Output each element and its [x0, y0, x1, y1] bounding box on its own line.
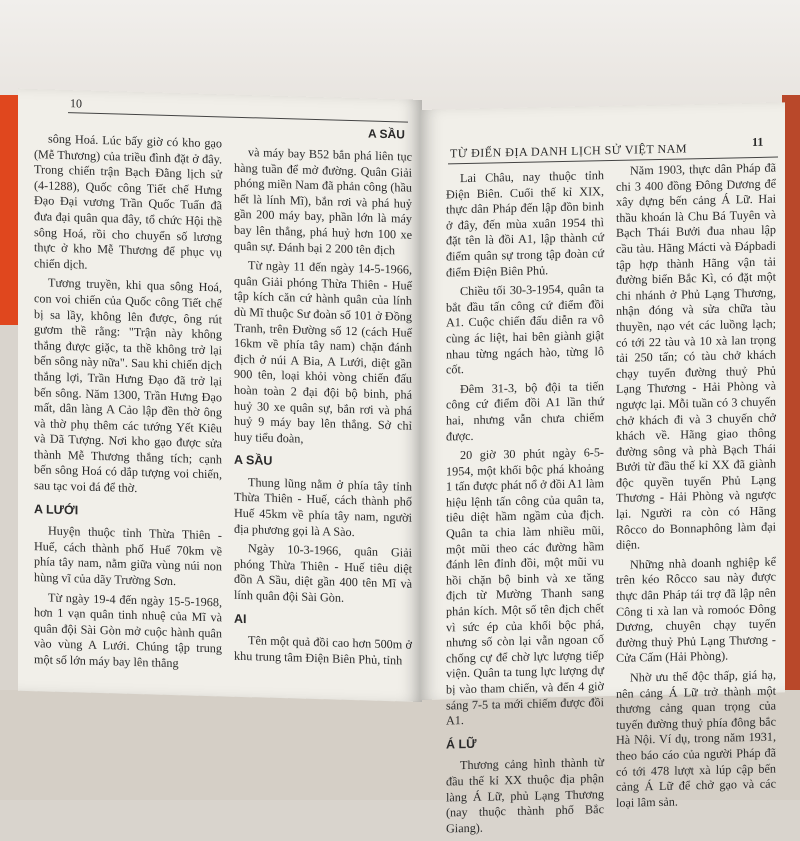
- left-column-2: [234, 145, 412, 673]
- right-column-2: [616, 161, 776, 816]
- paragraph: Những nhà doanh nghiệp kể trên kéo Rôcco sau này được thực dân Pháp tái trợ đã lập nên Công ti xà lan và romoóc Đông Dương, chuyên chạy tuyến đường thuỷ Phủ Lạng Thương - Cửa Cấm (Hải Phòng).: [616, 554, 776, 666]
- paragraph: Đêm 31-3, bộ đội ta tiến công cứ điểm đồi A1 lần thứ hai, nhưng vẫn chưa chiếm được.: [446, 378, 604, 443]
- paragraph: Từ ngày 11 đến ngày 14-5-1966, quân Giải phóng Thừa Thiên - Huế tập kích căn cứ hành quân của lính dù Mĩ thuộc Sư đoàn số 101 ở Đồng Tranh, trên Đường số 12 (cách Huế 16km về phía tây nam) chặn đánh địch ở núi A Bia, A Lưới, diệt gần 900 tên, loại khỏi vòng chiến đấu hoàn toàn 2 đại đội bộ binh, phá huỷ 30 xe quân sự, bắn rơi và phá huỷ 9 máy bay lên thẳng. Sở chỉ huy tiểu đoàn,: [234, 258, 412, 446]
- paragraph: Lai Châu, nay thuộc tỉnh Điện Biên. Cuối thế kỉ XIX, thực dân Pháp đến lập đồn binh ở đây, đến mùa xuân 1954 thì đặt tên là đồi A1, lập thành cứ điểm quân sự trong tập đoàn cứ điểm Điện Biên Phủ.: [446, 168, 604, 280]
- paragraph: Nhờ ưu thế độc thấp, giá hạ, nên cảng Á Lữ trở thành một thương cảng quan trọng của tuyến đường thuỷ phía đông bắc Hà Nội. Ví dụ, trong năm 1931, theo báo cáo của người Pháp đã có tới 478 lượt xà lúp cập bến cảng Á Lữ để chở gạo và các loại lâm sản.: [616, 667, 776, 810]
- paragraph: Thương cảng hình thành từ đầu thế kỉ XX thuộc địa phận làng Á Lữ, phủ Lạng Thương (nay thuộc thành phố Bắc Giang).: [446, 755, 604, 836]
- left-column-1: [34, 131, 222, 677]
- paragraph: Năm 1903, thực dân Pháp đã chi 3 400 đồng Đông Dương để xây dựng bến cảng Á Lữ. Hai thầu khoán là Chu Bá Tuyên và Bạch Thái Bưởi đua nhau lập cầu tàu. Hãng Mácti và Đápbadi tập hợp thành Hãng vận tải đường biển Bắc Kì, có đặt một chi nhánh ở Phủ Lạng Thương, nhận đóng và sửa chữa tàu thuyền, nạo vét các luồng lạch; có tới 22 tàu và 10 xà lan trọng tải 250 tấn; có tàu chở khách chạy tuyến đường thuỷ Phủ Lạng Thương - Hải Phòng và ngược lại. Mỗi tuần có 3 chuyến chở khách đi và 3 chuyến chở khách về. Hãng giao thông đường sông và phà Bạch Thái Bưởi từ đầu thế kỉ XX đã giành độc quyền tuyến Phủ Lạng Thương - Hải Phòng và ngược lại. Người ra còn có Hãng Rôcco do Bonnaphông làm đại diện.: [616, 160, 776, 553]
- paragraph: Tương truyền, khi qua sông Hoá, con voi chiến của Quốc công Tiết chế bị sa lầy, không lên được, ông rút gươm thề rằng: "Trận này không thắng được giặc, ta thề không trở lại bến sông này nữa". Sau khi chiến dịch thắng lợi, Trần Hưng Đạo đã trở lại bến sông. Năm 1300, Trần Hưng Đạo mất, dân làng A Cảo lập đền thờ ông và thờ phụ thêm các tướng Yết Kiêu và Dã Tượng. Nơi kho gạo được sửa thành Mễ Thương thắng tích; cạnh bến sông Hoá có dắp tượng voi chiến, sau tạc voi đá để thờ.: [34, 275, 222, 496]
- paragraph: Tên một quả đồi cao hơn 500m ở khu trung tâm Điện Biên Phủ, tỉnh: [234, 633, 412, 668]
- paragraph: sông Hoá. Lúc bấy giờ có kho gạo (Mễ Thương) của triều đình đặt ở đây. Trong chiến trận Bạch Đằng lịch sử (4-1288), Quốc công Tiết chế Hưng Đạo Đại vương Trần Quốc Tuấn đã đưa đại quân qua đây, tổ chức Hội thề sông Hoá, rồi cho chuyển số lương thực ở kho Mễ Thương để phục vụ chiến dịch.: [34, 131, 222, 272]
- paragraph: Huyện thuộc tỉnh Thừa Thiên - Huế, cách thành phố Huế 70km về phía tây nam, nằm giữa vùng núi non hùng vĩ của dãy Trường Sơn.: [34, 523, 222, 589]
- entry-heading: AI: [234, 611, 247, 626]
- entry-heading: A LƯỚI: [34, 501, 79, 518]
- paragraph: Từ ngày 19-4 đến ngày 15-5-1968, hơn 1 vạn quân tinh nhuệ của Mĩ và quân đội Sài Gòn mở cuộc hành quân vào vùng A Lưới. Chúng tập trung một số lớn máy bay lên thẳng: [34, 590, 222, 671]
- entry-heading: A SẦU: [234, 453, 273, 469]
- entry-heading: Á LỮ: [446, 736, 477, 752]
- running-head-right: TỪ ĐIỂN ĐỊA DANH LỊCH SỬ VIỆT NAM: [450, 141, 687, 161]
- paragraph: và máy bay B52 bắn phá liên tục hàng tuần để mở đường. Quân Giải phóng miền Nam đã phản công (hầu hết là lính Mĩ), bắn rơi và phá huỷ gần 200 máy bay, phần lớn là máy bay lên thẳng, phá huỷ hơn 100 xe quân sự. Đánh bại 2 200 tên địch: [234, 145, 412, 257]
- right-page: [420, 102, 785, 836]
- paragraph: 20 giờ 30 phút ngày 6-5-1954, một khối bộc phá khoảng 1 tấn được phát nổ ở đồi A1 làm hiệu lệnh tấn công của quân ta, tiêu diệt hầm ngầm của địch. Quân ta chia làm nhiều mũi, một mũi theo các đường hầm đánh lên đỉnh đồi, một mũi vu hồi chặn bộ binh và xe tăng địch từ Mường Thanh sang phản kích. Một số tên địch chết vì sức ép của khối bộc phá, nhưng số còn lại vẫn ngoan cố chống cự để chờ lực lượng tiếp viện. Quân ta tung lực lượng dự bị vào tham chiến, và đến 4 giờ sáng 7-5 ta mới chiếm được đồi A1.: [446, 445, 604, 728]
- page-number-left: 10: [70, 96, 82, 111]
- paragraph: Thung lũng nằm ở phía tây tỉnh Thừa Thiên - Huế, cách thành phố Huế 45km về phía tây nam, người địa phương gọi là A Sào.: [234, 475, 412, 539]
- left-page: [18, 89, 422, 702]
- right-column-1: [446, 168, 604, 841]
- paragraph: Chiều tối 30-3-1954, quân ta bắt đầu tấn công cứ điểm đồi A1. Cuộc chiến đấu diễn ra vô cùng ác liệt, hai bên giành giật nhau từng ngách hào, từng lô cốt.: [446, 281, 604, 377]
- page-number-right: 11: [752, 134, 764, 150]
- running-head-left: A SẦU: [368, 126, 405, 142]
- paragraph: Ngày 10-3-1966, quân Giải phóng Thừa Thiên - Huế tiêu diệt đồn A Sầu, diệt gần 400 tên Mĩ và lính quân đội Sài Gòn.: [234, 541, 412, 605]
- header-rule-left: [68, 112, 408, 122]
